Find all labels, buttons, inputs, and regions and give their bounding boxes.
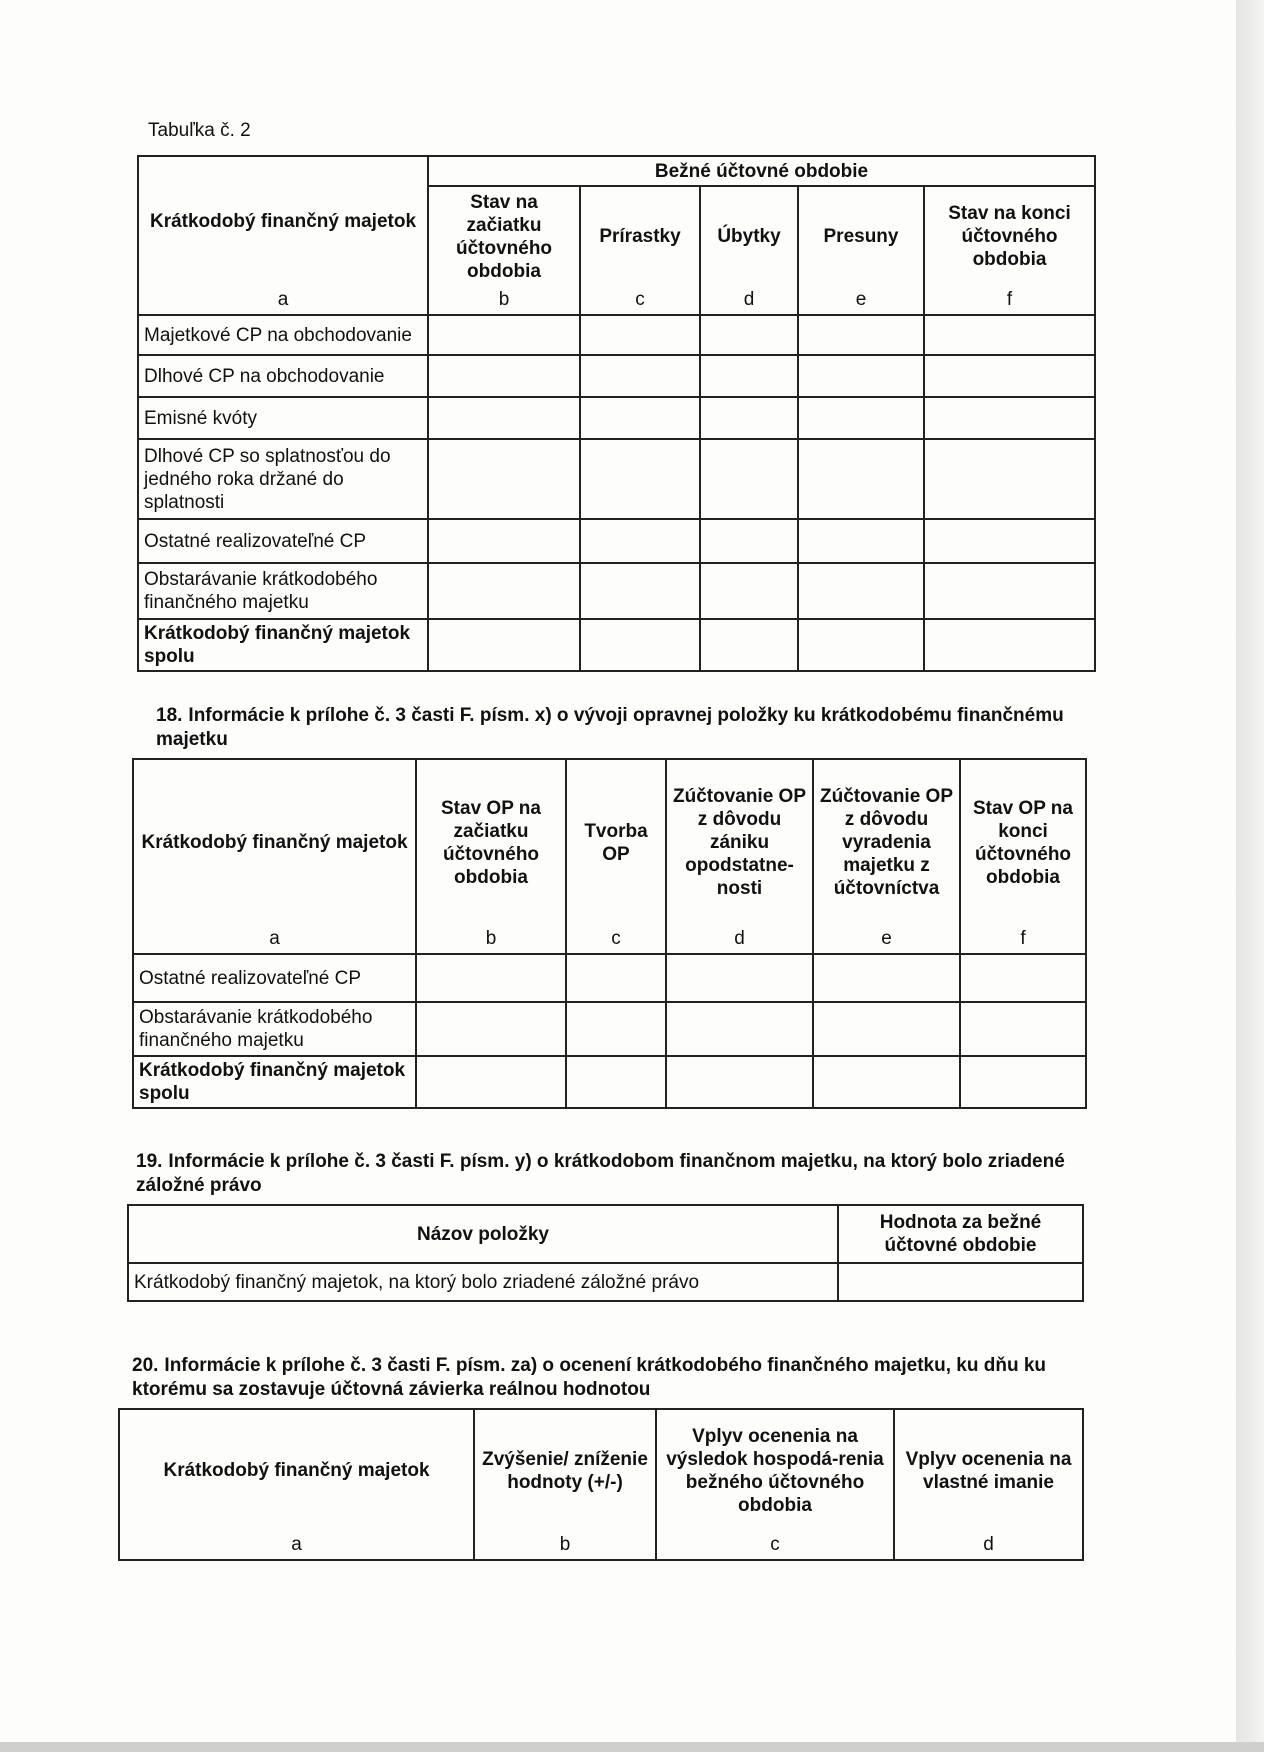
section20-col-d-header: Vplyv ocenenia na vlastné imanie <box>894 1409 1083 1531</box>
section18-letter-f: f <box>960 925 1086 954</box>
table-row <box>138 519 1095 563</box>
table-cell <box>960 1056 1086 1108</box>
table-cell <box>428 439 580 519</box>
section20-letter-a: a <box>119 1531 474 1560</box>
table-cell <box>813 1002 960 1056</box>
table-row <box>138 355 1095 397</box>
table-cell <box>666 954 813 1002</box>
table-cell <box>428 315 580 355</box>
section18-letter-b: b <box>416 925 566 954</box>
table-cell <box>700 619 798 671</box>
section18-col-e-header: Zúčtovanie OP z dôvodu vyradenia majetku z účtovníctva <box>813 759 960 925</box>
table2-row-label: Obstarávanie krátkodobého finančného majetku <box>138 563 428 619</box>
table-row <box>138 439 1095 519</box>
table-cell <box>428 619 580 671</box>
table2-row-label: Dlhové CP so splatnosťou do jedného roka držané do splatnosti <box>138 439 428 519</box>
table-cell <box>580 619 700 671</box>
table-cell <box>924 619 1095 671</box>
table-cell <box>428 563 580 619</box>
table-cell <box>924 315 1095 355</box>
scan-bottom-edge <box>0 1742 1264 1752</box>
table2-col-b-header: Stav na začiatku účtovného obdobia <box>428 186 580 286</box>
table2-col-f-header: Stav na konci účtovného obdobia <box>924 186 1095 286</box>
table-cell <box>798 439 924 519</box>
table-cell <box>580 519 700 563</box>
table-cell <box>580 397 700 439</box>
table2-header-label: Krátkodobý finančný majetok <box>138 156 428 286</box>
table-cell <box>416 1056 566 1108</box>
table-cell <box>428 397 580 439</box>
table-cell <box>700 439 798 519</box>
table-cell <box>566 954 666 1002</box>
table2-letter-b: b <box>428 286 580 315</box>
table-row <box>128 1263 1083 1301</box>
table-row <box>133 954 1086 1002</box>
table-row <box>138 315 1095 355</box>
table-row <box>133 1002 1086 1056</box>
section18-title-text: Informácie k prílohe č. 3 časti F. písm. x) o vývoji opravnej položky ku krátkodobému finančnému majetku <box>156 705 1064 750</box>
table2-row-label: Majetkové CP na obchodovanie <box>138 315 428 355</box>
table-row <box>138 397 1095 439</box>
table2-total-label: Krátkodobý finančný majetok spolu <box>138 619 428 671</box>
table2-col-e-header: Presuny <box>798 186 924 286</box>
table-cell <box>666 1056 813 1108</box>
section20-letter-c: c <box>656 1531 894 1560</box>
table2-letter-e: e <box>798 286 924 315</box>
table-cell <box>813 954 960 1002</box>
table2-period-header: Bežné účtovné obdobie <box>428 156 1095 186</box>
table2-letter-d: d <box>700 286 798 315</box>
section18-table <box>132 758 1087 1109</box>
table-cell <box>960 1002 1086 1056</box>
section18-letter-d: d <box>666 925 813 954</box>
section18-row-label: Obstarávanie krátkodobého finančného majetku <box>133 1002 416 1056</box>
section18-number: 18. <box>156 705 183 726</box>
table-cell <box>566 1056 666 1108</box>
section20-letter-d: d <box>894 1531 1083 1560</box>
table-cell <box>798 315 924 355</box>
section19-title <box>136 1150 1086 1198</box>
table-cell <box>700 563 798 619</box>
scan-edge <box>1236 0 1264 1752</box>
section19-row-label: Krátkodobý finančný majetok, na ktorý bolo zriadené záložné právo <box>128 1263 838 1301</box>
table-cell <box>798 563 924 619</box>
section18-col-b-header: Stav OP na začiatku účtovného obdobia <box>416 759 566 925</box>
section18-letter-a: a <box>133 925 416 954</box>
table-cell <box>838 1263 1083 1301</box>
section18-header-label: Krátkodobý finančný majetok <box>133 759 416 925</box>
table2 <box>137 155 1096 672</box>
section20-title <box>132 1354 1082 1402</box>
table-cell <box>924 397 1095 439</box>
section20-col-c-header: Vplyv ocenenia na výsledok hospodá-renia bežného účtovného obdobia <box>656 1409 894 1531</box>
section19-title-text: Informácie k prílohe č. 3 časti F. písm. y) o krátkodobom finančnom majetku, na ktorý bolo zriadené záložné právo <box>136 1151 1065 1196</box>
table2-row-label: Emisné kvóty <box>138 397 428 439</box>
section18-total-label: Krátkodobý finančný majetok spolu <box>133 1056 416 1108</box>
table-cell <box>924 439 1095 519</box>
table-cell <box>700 355 798 397</box>
section20-title-text: Informácie k prílohe č. 3 časti F. písm. za) o ocenení krátkodobého finančného majetku, ku dňu ku ktorému sa zostavuje účtovná závierka reálnou hodnotou <box>132 1355 1047 1400</box>
table2-letter-a: a <box>138 286 428 315</box>
table-row <box>133 1056 1086 1108</box>
table-cell <box>798 355 924 397</box>
table-cell <box>960 954 1086 1002</box>
section18-row-label: Ostatné realizovateľné CP <box>133 954 416 1002</box>
section19-col-item-header: Názov položky <box>128 1205 838 1263</box>
section20-letter-b: b <box>474 1531 656 1560</box>
table-cell <box>416 1002 566 1056</box>
table2-row-label: Dlhové CP na obchodovanie <box>138 355 428 397</box>
table-row <box>138 619 1095 671</box>
section20-table <box>118 1408 1084 1561</box>
table-cell <box>566 1002 666 1056</box>
table-cell <box>580 315 700 355</box>
table2-col-d-header: Úbytky <box>700 186 798 286</box>
table-cell <box>580 439 700 519</box>
section18-letter-e: e <box>813 925 960 954</box>
table-cell <box>666 1002 813 1056</box>
section20-number: 20. <box>132 1355 159 1376</box>
table-cell <box>924 563 1095 619</box>
section19-number: 19. <box>136 1151 163 1172</box>
table-cell <box>798 619 924 671</box>
table2-letter-f: f <box>924 286 1095 315</box>
table-cell <box>700 397 798 439</box>
table-cell <box>700 519 798 563</box>
section18-letter-c: c <box>566 925 666 954</box>
section20-col-a-header: Krátkodobý finančný majetok <box>119 1409 474 1531</box>
section20-col-b-header: Zvýšenie/ zníženie hodnoty (+/-) <box>474 1409 656 1531</box>
table2-row-label: Ostatné realizovateľné CP <box>138 519 428 563</box>
table-cell <box>428 355 580 397</box>
table-cell <box>813 1056 960 1108</box>
table-cell <box>924 355 1095 397</box>
section18-col-d-header: Zúčtovanie OP z dôvodu zániku opodstatne-nosti <box>666 759 813 925</box>
table-cell <box>924 519 1095 563</box>
section18-col-c-header: Tvorba OP <box>566 759 666 925</box>
table-cell <box>428 519 580 563</box>
table-cell <box>416 954 566 1002</box>
section19-col-value-header: Hodnota za bežné účtovné obdobie <box>838 1205 1083 1263</box>
table-cell <box>700 315 798 355</box>
table2-letter-c: c <box>580 286 700 315</box>
section18-title <box>156 704 1086 752</box>
table-cell <box>580 355 700 397</box>
table-cell <box>798 397 924 439</box>
table2-col-c-header: Prírastky <box>580 186 700 286</box>
section18-col-f-header: Stav OP na konci účtovného obdobia <box>960 759 1086 925</box>
section19-table <box>127 1204 1084 1302</box>
table-row <box>138 563 1095 619</box>
table-cell <box>798 519 924 563</box>
table2-caption: Tabuľka č. 2 <box>148 120 251 141</box>
table-cell <box>580 563 700 619</box>
